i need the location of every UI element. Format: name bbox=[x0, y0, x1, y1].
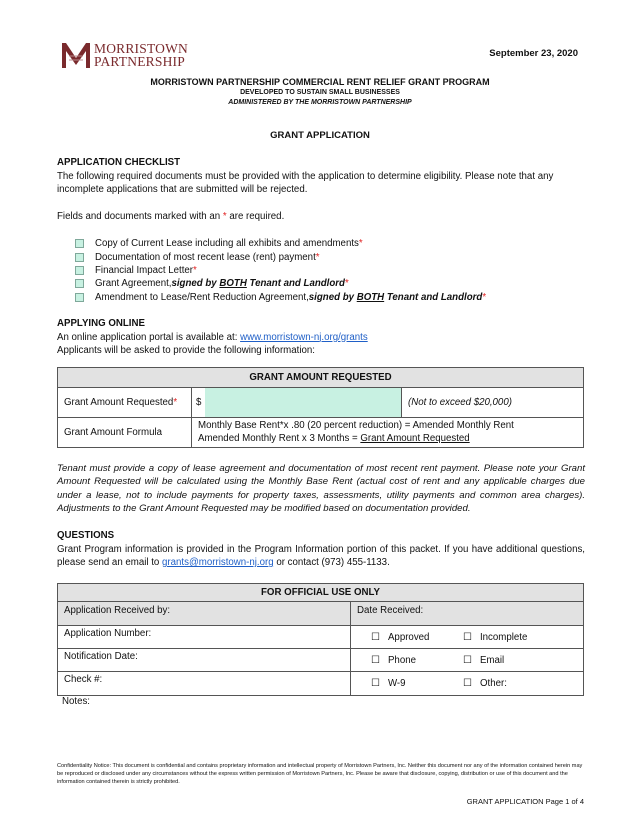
confidentiality-notice: Confidentiality Notice: This document is confidential and contains proprietary information and intellectual property of Morristown Partners, Inc. Neither this document nor any of the information contained herein may be reproduced or disclosed under any circumstances without the express written permission of Morristown Partners, Inc. Please be aware that disclosure, copying, distribution or use of this document and the information contained therein is strictly prohibited. bbox=[57, 763, 583, 785]
checklist-heading: APPLICATION CHECKLIST bbox=[57, 157, 181, 168]
grant-amount-input[interactable] bbox=[205, 388, 401, 417]
grants-portal-link[interactable]: www.morristown-nj.org/grants bbox=[240, 331, 368, 343]
grant-amount-label: Grant Amount Requested* bbox=[58, 388, 192, 418]
checklist-checkbox[interactable] bbox=[75, 239, 84, 248]
required-star: * bbox=[222, 211, 227, 222]
official-use-table bbox=[57, 583, 584, 696]
grant-amount-field[interactable]: $ bbox=[192, 388, 402, 418]
application-received-by: Application Received by: bbox=[58, 602, 351, 626]
checklist-checkbox[interactable] bbox=[75, 293, 84, 302]
required-note: Fields and documents marked with an * are required. bbox=[57, 211, 285, 222]
other-checkbox[interactable]: ☐ bbox=[463, 678, 472, 689]
program-subtitle: DEVELOPED TO SUSTAIN SMALL BUSINESSES bbox=[240, 89, 400, 96]
program-administered: ADMINISTERED BY THE MORRISTOWN PARTNERSHIP bbox=[228, 99, 412, 106]
grant-formula-text: Monthly Base Rent*x .80 (20 percent reduction) = Amended Monthly Rent Amended Monthly Rent x 3 Months = Grant Amount Requested bbox=[192, 418, 584, 448]
logo-mark-icon bbox=[60, 40, 92, 70]
date-received: Date Received: bbox=[351, 602, 584, 626]
check-number: Check #: bbox=[58, 672, 351, 696]
grant-amount-limit-note: (Not to exceed $20,000) bbox=[402, 388, 584, 418]
checklist-checkbox[interactable] bbox=[75, 279, 84, 288]
incomplete-checkbox[interactable]: ☐ bbox=[463, 631, 472, 643]
checklist-item: Documentation of most recent lease (rent) payment * bbox=[75, 250, 585, 263]
phone-checkbox[interactable]: ☐ bbox=[371, 654, 380, 666]
applying-online-heading: APPLYING ONLINE bbox=[57, 318, 145, 329]
grant-formula-label: Grant Amount Formula bbox=[58, 418, 192, 448]
questions-section: QUESTIONS Grant Program information is provided in the Program Information portion of this packet. If you have additional questions, please send an email to grants@morristown-nj.org or contact (973) 455-1133. bbox=[57, 530, 585, 568]
checklist-item: Copy of Current Lease including all exhibits and amendments * bbox=[75, 237, 585, 250]
checklist-intro: The following required documents must be provided with the application to determine eligibility. Please note that any incomplete applications that are submitted will be rejected. bbox=[57, 170, 554, 195]
checklist-checkbox[interactable] bbox=[75, 266, 84, 275]
grants-email-link[interactable]: grants@morristown-nj.org bbox=[162, 557, 274, 568]
approved-checkbox[interactable]: ☐ bbox=[371, 631, 380, 643]
grant-amount-table bbox=[57, 367, 584, 448]
official-use-header: FOR OFFICIAL USE ONLY bbox=[58, 584, 584, 602]
checklist-section bbox=[57, 156, 585, 224]
status-options: ☐ Approved ☐ Incomplete bbox=[351, 626, 584, 649]
email-checkbox[interactable]: ☐ bbox=[463, 654, 472, 666]
application-number: Application Number: bbox=[58, 626, 351, 649]
checklist-checkbox[interactable] bbox=[75, 253, 84, 262]
document-date: September 23, 2020 bbox=[489, 48, 578, 59]
logo-text-line1: MORRISTOWN bbox=[94, 41, 189, 56]
logo-text-line2: PARTNERSHIP bbox=[94, 54, 185, 69]
checklist-item: Grant Agreement, signed by BOTH Tenant and Landlord * bbox=[75, 277, 585, 290]
program-title: MORRISTOWN PARTNERSHIP COMMERCIAL RENT RELIEF GRANT PROGRAM bbox=[150, 77, 490, 87]
notification-date: Notification Date: bbox=[58, 649, 351, 672]
checklist-item: Financial Impact Letter * bbox=[75, 264, 585, 277]
document-title: GRANT APPLICATION bbox=[270, 130, 370, 141]
page-number: GRANT APPLICATION Page 1 of 4 bbox=[466, 797, 584, 806]
tenant-note: Tenant must provide a copy of lease agreement and documentation of most recent rent payment. Please note your Grant Amount Requested will be calculated using the Monthly Base Rent (actual cost of rent and any applicable charges due under a lease, not to include payments for property taxes, assessments, utility payments and common area charges). Adjustments to the Grant Amount Requested may be modified based on documentation provided. bbox=[57, 463, 585, 515]
checklist-item: Amendment to Lease/Rent Reduction Agreement, signed by BOTH Tenant and Landlord * bbox=[75, 291, 585, 304]
questions-heading: QUESTIONS bbox=[57, 530, 115, 541]
w9-checkbox[interactable]: ☐ bbox=[371, 678, 380, 689]
notification-options: ☐ Phone ☐ Email bbox=[351, 649, 584, 672]
grant-table-header: GRANT AMOUNT REQUESTED bbox=[58, 368, 584, 388]
notes-label: Notes: bbox=[62, 696, 90, 707]
morristown-partnership-logo bbox=[60, 40, 210, 72]
checklist-items bbox=[75, 237, 585, 304]
document-options: ☐ W-9 ☐ Other: bbox=[351, 672, 584, 696]
applying-online-section: APPLYING ONLINE An online application portal is available at: www.morristown-nj.org/grants Applicants will be asked to provide the following information: bbox=[57, 317, 585, 358]
